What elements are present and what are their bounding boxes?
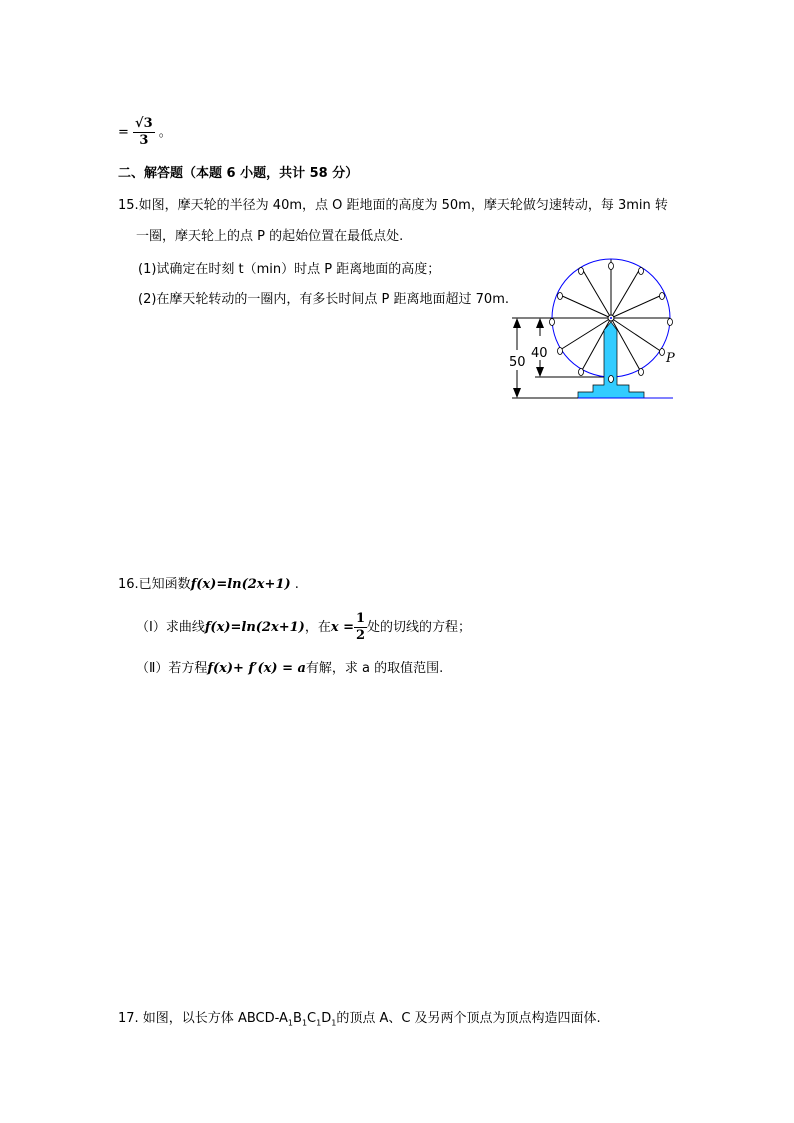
q16-part2	[136, 661, 443, 677]
p2-prefix: （Ⅱ）若方程	[136, 661, 208, 676]
q17-prefix: 17. 如图，以长方体 ABCD-A	[118, 1011, 288, 1026]
sub-1: 1	[316, 1018, 322, 1028]
p1-mid: ，在	[304, 620, 331, 635]
p2-end: 有解，求 a 的取值范围.	[305, 661, 444, 676]
q16-part1	[136, 611, 471, 644]
section-title: 二、解答题（本题 6 小题，共计 58 分）	[118, 166, 359, 181]
label-p: P	[666, 351, 675, 366]
spokes	[512, 259, 670, 398]
vertex-b: B	[293, 1011, 302, 1026]
q15-part1: (1)试确定在时刻 t（min）时点 P 距离地面的高度；	[138, 262, 441, 277]
q17-line	[118, 1011, 601, 1032]
q16-intro	[118, 577, 299, 593]
sub-1: 1	[331, 1018, 337, 1028]
p1-denominator: 2	[356, 628, 366, 643]
vertex-d: D	[321, 1011, 332, 1026]
q16-period: .	[290, 577, 299, 592]
equals-sign: =	[118, 125, 129, 140]
denominator: 3	[139, 133, 149, 148]
q15-line2: 一圈，摩天轮上的点 P 的起始位置在最低点处.	[136, 229, 404, 244]
p1-end: 处的切线的方程；	[367, 620, 472, 635]
vertex-c: C	[307, 1011, 317, 1026]
numerator: √3	[135, 116, 153, 131]
label-40: 40	[531, 346, 548, 361]
q16-function: f(x)=ln(2x+1)	[190, 577, 291, 592]
p1-x: x =	[330, 620, 354, 635]
period: 。	[158, 125, 172, 140]
q15-line1: 15.如图，摩天轮的半径为 40m，点 O 距地面的高度为 50m，摩天轮做匀速转动，每 3min 转	[118, 198, 668, 213]
p1-function: f(x)=ln(2x+1)	[204, 620, 305, 635]
p1-fraction	[354, 611, 367, 644]
p1-numerator: 1	[356, 611, 366, 626]
p2-equation: f(x)+ f′(x) = a	[207, 661, 306, 676]
label-50: 50	[509, 355, 526, 370]
sub-1: 1	[301, 1018, 308, 1028]
q17-suffix: 的顶点 A、C 及另两个顶点为顶点构造四面体.	[336, 1011, 601, 1026]
q16-intro-text: 16.已知函数	[118, 577, 191, 592]
q15-part2: (2)在摩天轮转动的一圈内，有多长时间点 P 距离地面超过 70m.	[138, 292, 509, 307]
sub-1: 1	[287, 1018, 294, 1028]
p1-prefix: （Ⅰ）求曲线	[136, 620, 205, 635]
